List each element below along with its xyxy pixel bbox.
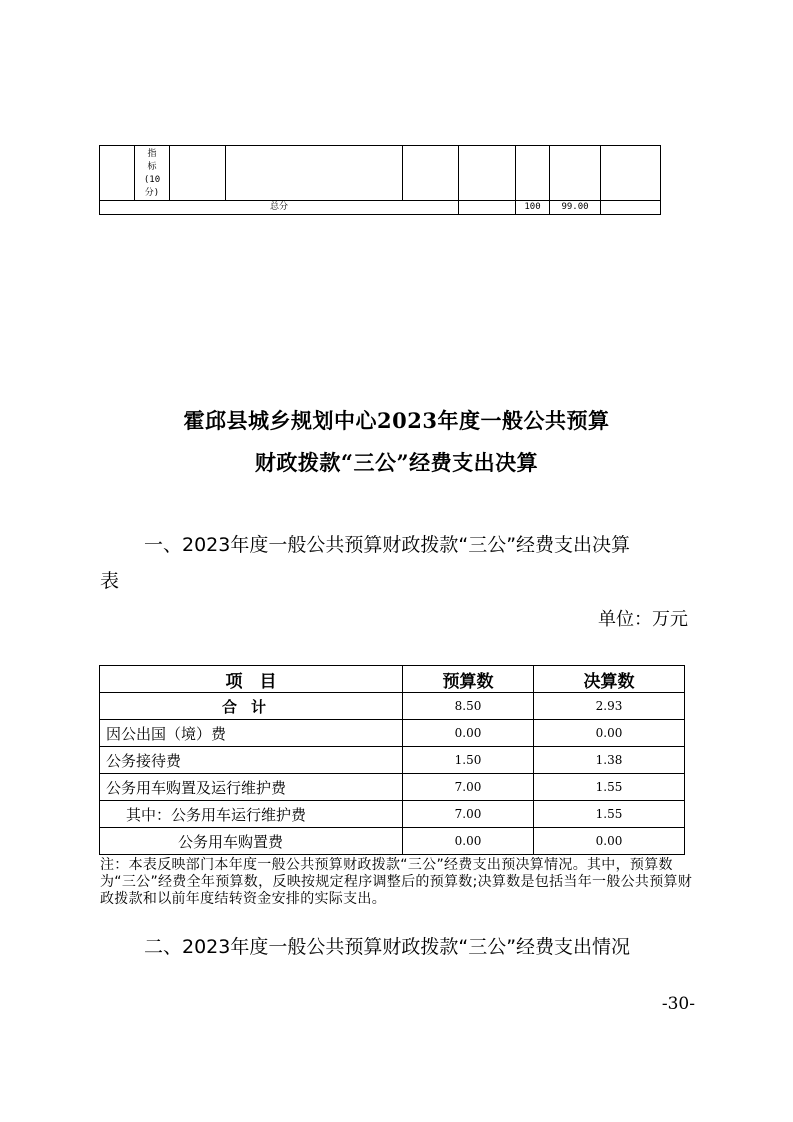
table-row bbox=[100, 693, 685, 720]
row-actual: 1.38 bbox=[534, 747, 685, 774]
table-row bbox=[100, 720, 685, 747]
document-title-line1: 霍邱县城乡规划中心2023年度一般公共预算 bbox=[183, 408, 610, 433]
three-public-expense-table bbox=[99, 665, 685, 855]
row-budget: 7.00 bbox=[403, 801, 534, 828]
section1-heading-line1: 一、2023年度一般公共预算财政拨款“三公”经费支出决算 bbox=[144, 534, 631, 556]
section2-heading: 二、2023年度一般公共预算财政拨款“三公”经费支出情况 bbox=[144, 936, 631, 958]
frag-cell bbox=[601, 201, 661, 215]
frag-cell bbox=[100, 146, 135, 201]
table-note: 注：本表反映部门本年度一般公共预算财政拨款“三公”经费支出预决算情况。其中，预算数为“三公”经费全年预算数，反映按规定程序调整后的预算数;决算数是包括当年一般公共预算财政拨款和以前年度结转资金安排的实际支出。 bbox=[100, 857, 693, 907]
frag-vertical-char: 指 bbox=[147, 148, 157, 159]
table-row bbox=[100, 828, 685, 855]
row-label: 公务接待费 bbox=[100, 747, 403, 774]
row-label: 公务用车购置及运行维护费 bbox=[100, 774, 403, 801]
row-actual: 1.55 bbox=[534, 801, 685, 828]
row-budget: 0.00 bbox=[403, 720, 534, 747]
section1-heading-line2: 表 bbox=[100, 570, 120, 592]
frag-total-label: 总分 bbox=[100, 201, 459, 215]
section1-heading bbox=[100, 527, 698, 599]
frag-cell bbox=[459, 201, 516, 215]
row-actual: 0.00 bbox=[534, 828, 685, 855]
row-actual: 0.00 bbox=[534, 720, 685, 747]
row-budget: 1.50 bbox=[403, 747, 534, 774]
frag-cell bbox=[403, 146, 459, 201]
frag-vertical-char: 标 bbox=[147, 161, 157, 172]
performance-table-fragment bbox=[99, 145, 661, 215]
page-number: -30- bbox=[661, 994, 695, 1014]
frag-cell bbox=[170, 146, 226, 201]
document-title-line2: 财政拨款“三公”经费支出决算 bbox=[254, 450, 539, 475]
row-label: 因公出国（境）费 bbox=[100, 720, 403, 747]
header-item: 项 目 bbox=[100, 666, 403, 693]
frag-total-score: 99.00 bbox=[550, 201, 601, 215]
table-header-row bbox=[100, 666, 685, 693]
table-row bbox=[100, 747, 685, 774]
frag-cell bbox=[459, 146, 516, 201]
frag-total-weight: 100 bbox=[516, 201, 550, 215]
header-actual: 决算数 bbox=[534, 666, 685, 693]
frag-cell bbox=[226, 146, 403, 201]
row-budget: 0.00 bbox=[403, 828, 534, 855]
frag-cell bbox=[550, 146, 601, 201]
table-row bbox=[100, 801, 685, 828]
row-label: 其中：公务用车运行维护费 bbox=[100, 801, 403, 828]
row-actual: 2.93 bbox=[534, 693, 685, 720]
frag-vertical-label bbox=[135, 146, 170, 201]
frag-cell bbox=[601, 146, 661, 201]
row-actual: 1.55 bbox=[534, 774, 685, 801]
header-budget: 预算数 bbox=[403, 666, 534, 693]
frag-vertical-char: 分) bbox=[144, 187, 160, 198]
unit-label: 单位：万元 bbox=[598, 609, 688, 630]
row-label: 合计 bbox=[100, 693, 403, 720]
table-row bbox=[100, 774, 685, 801]
frag-cell bbox=[516, 146, 550, 201]
row-label: 公务用车购置费 bbox=[100, 828, 403, 855]
row-budget: 8.50 bbox=[403, 693, 534, 720]
row-budget: 7.00 bbox=[403, 774, 534, 801]
frag-vertical-char: (10 bbox=[143, 174, 161, 185]
